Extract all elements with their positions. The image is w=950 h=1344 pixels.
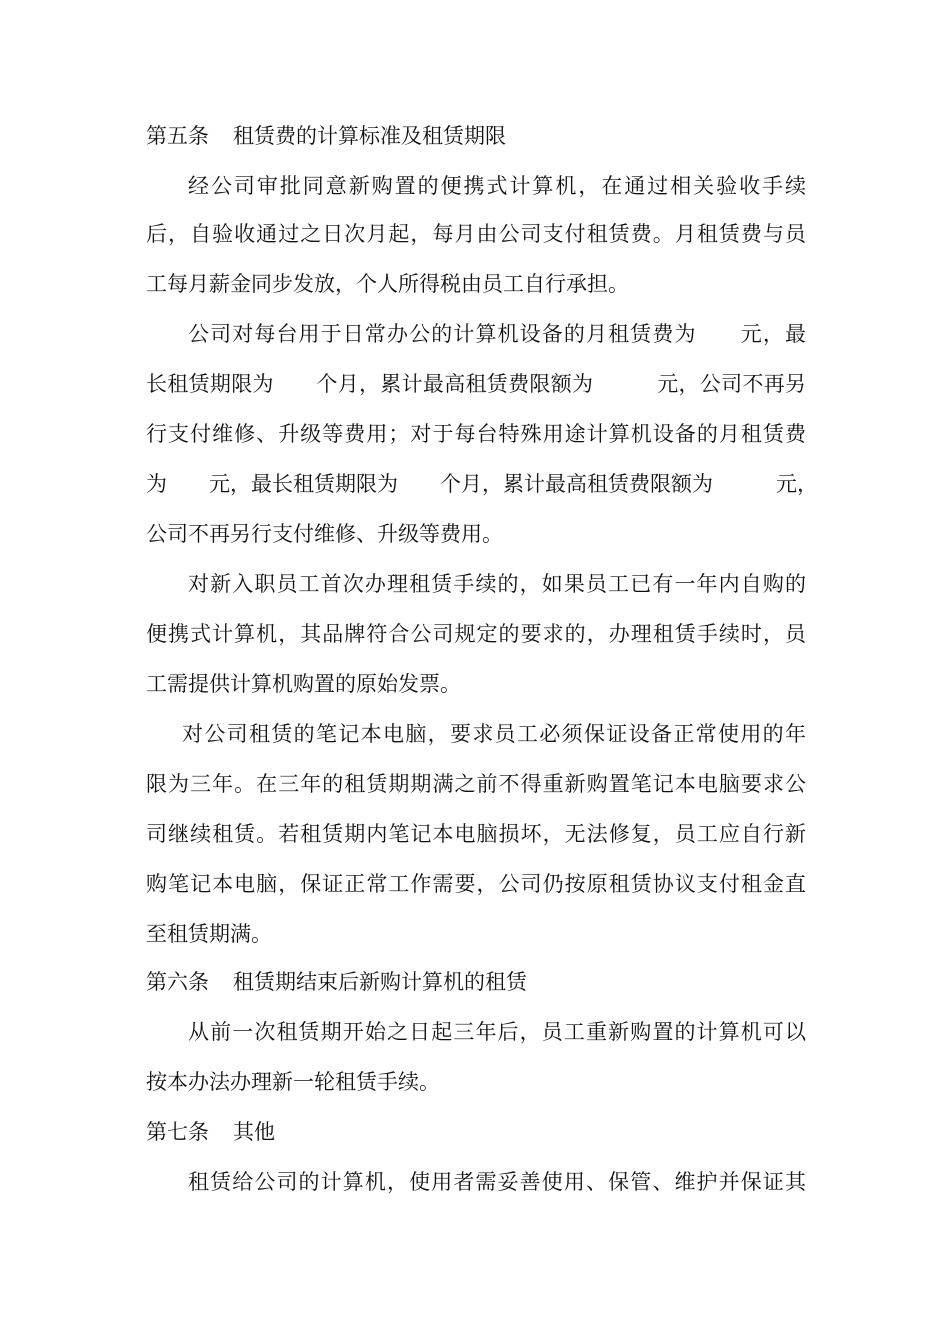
art6-p1-line2: 按本办法办理新一轮租赁手续。 xyxy=(146,1070,440,1094)
art5-p2-line3: 行支付维修、升级等费用；对于每台特殊用途计算机设备的月租赁费 xyxy=(146,422,806,446)
art5-p4-line4: 购笔记本电脑，保证正常工作需要，公司仍按原租赁协议支付租金直 xyxy=(146,872,806,896)
article-7-heading xyxy=(146,1112,806,1152)
art7-p1-line1: 租赁给公司的计算机，使用者需妥善使用、保管、维护并保证其 xyxy=(188,1170,806,1194)
art5-p1-line3: 工每月薪金同步发放，个人所得税由员工自行承担。 xyxy=(146,272,629,296)
art5-p3-line1: 对新入职员工首次办理租赁手续的，如果员工已有一年内自购的 xyxy=(188,572,806,596)
art5-p1-line2: 后，自验收通过之日次月起，每月由公司支付租赁费。月租赁费与员 xyxy=(146,222,806,246)
article-7-title: 其他 xyxy=(233,1120,275,1144)
article-6-number: 第六条 xyxy=(146,970,209,994)
art5-p2-line2: 长租赁期限为 个月，累计最高租赁费限额为 元，公司不再另 xyxy=(146,372,806,396)
art5-p2-line4: 为 元，最长租赁期限为 个月，累计最高租赁费限额为 元， xyxy=(146,472,818,496)
art5-p4-line5: 至租赁期满。 xyxy=(146,922,272,946)
article-5-number: 第五条 xyxy=(146,124,209,148)
art5-p2-line1: 公司对每台用于日常办公的计算机设备的月租赁费为 元，最 xyxy=(188,322,806,346)
art5-p3-line2: 便携式计算机，其品牌符合公司规定的要求的，办理租赁手续时，员 xyxy=(146,622,806,646)
article-5-title: 租赁费的计算标准及租赁期限 xyxy=(233,124,506,148)
article-6-heading xyxy=(146,962,806,1002)
art5-p1-line1: 经公司审批同意新购置的便携式计算机，在通过相关验收手续 xyxy=(188,174,806,198)
art5-p2-line5: 公司不再另行支付维修、升级等费用。 xyxy=(146,522,503,546)
art5-p4-line1: 对公司租赁的笔记本电脑，要求员工必须保证设备正常使用的年 xyxy=(182,722,806,746)
art5-p4-line2: 限为三年。在三年的租赁期期满之前不得重新购置笔记本电脑要求公 xyxy=(146,772,806,796)
article-5-heading xyxy=(146,116,806,156)
art5-p4-line3: 司继续租赁。若租赁期内笔记本电脑损坏，无法修复，员工应自行新 xyxy=(146,822,806,846)
art6-p1-line1: 从前一次租赁期开始之日起三年后，员工重新购置的计算机可以 xyxy=(188,1020,806,1044)
article-6-title: 租赁期结束后新购计算机的租赁 xyxy=(233,970,527,994)
art5-p3-line3: 工需提供计算机购置的原始发票。 xyxy=(146,672,461,696)
article-7-number: 第七条 xyxy=(146,1120,209,1144)
